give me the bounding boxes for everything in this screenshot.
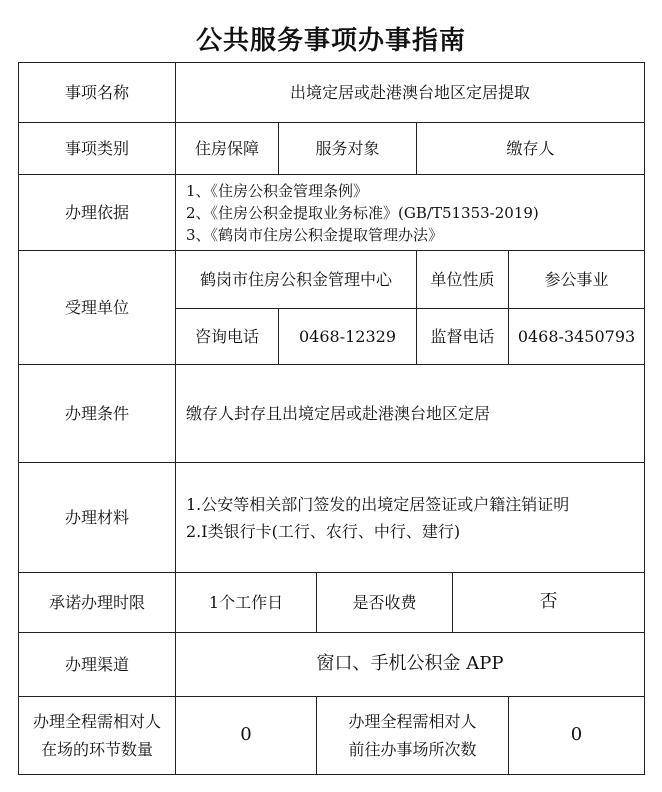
basis-list <box>176 175 645 251</box>
materials-label: 办理材料 <box>19 463 176 573</box>
row-basis <box>19 175 645 251</box>
conditions-value: 缴存人封存且出境定居或赴港澳台地区定居 <box>176 365 645 463</box>
item-category-label: 事项类别 <box>19 123 176 175</box>
item-name-label: 事项名称 <box>19 63 176 123</box>
material-item: 2.I类银行卡(工行、农行、中行、建行) <box>186 521 461 541</box>
supervise-phone-label: 监督电话 <box>417 309 509 365</box>
visits-label-line: 前往办事场所次数 <box>348 739 477 759</box>
basis-item: 1、《住房公积金管理条例》 <box>186 181 369 200</box>
channel-label: 办理渠道 <box>19 633 176 697</box>
unit-nature-value: 参公事业 <box>509 251 645 309</box>
unit-nature-label: 单位性质 <box>417 251 509 309</box>
fee-value: 否 <box>453 573 645 633</box>
row-unit-name <box>19 251 645 309</box>
row-channel <box>19 633 645 697</box>
row-item-category <box>19 123 645 175</box>
time-limit-label: 承诺办理时限 <box>19 573 176 633</box>
visits-label <box>317 697 509 775</box>
row-item-name <box>19 63 645 123</box>
basis-item: 3、《鹤岗市住房公积金提取管理办法》 <box>186 225 444 244</box>
visits-value: 0 <box>509 697 645 775</box>
consult-phone-value: 0468-12329 <box>279 309 417 365</box>
materials-list <box>176 463 645 573</box>
basis-label: 办理依据 <box>19 175 176 251</box>
row-materials <box>19 463 645 573</box>
unit-label: 受理单位 <box>19 251 176 365</box>
row-time-limit <box>19 573 645 633</box>
time-limit-value: 1个工作日 <box>176 573 317 633</box>
service-target-value: 缴存人 <box>417 123 645 175</box>
row-presence <box>19 697 645 775</box>
service-target-label: 服务对象 <box>279 123 417 175</box>
row-conditions <box>19 365 645 463</box>
item-name-value: 出境定居或赴港澳台地区定居提取 <box>176 63 645 123</box>
unit-name: 鹤岗市住房公积金管理中心 <box>176 251 417 309</box>
service-guide-table <box>18 62 645 775</box>
basis-item: 2、《住房公积金提取业务标准》(GB/T51353-2019) <box>186 203 539 222</box>
conditions-label: 办理条件 <box>19 365 176 463</box>
presence-label-line: 在场的环节数量 <box>40 739 153 759</box>
visits-label-line: 办理全程需相对人 <box>348 711 477 731</box>
page-title: 公共服务事项办事指南 <box>195 26 466 56</box>
consult-phone-label: 咨询电话 <box>176 309 279 365</box>
supervise-phone-value: 0468-3450793 <box>509 309 645 365</box>
fee-label: 是否收费 <box>317 573 453 633</box>
presence-label <box>19 697 176 775</box>
presence-value: 0 <box>176 697 317 775</box>
presence-label-line: 办理全程需相对人 <box>32 711 161 731</box>
material-item: 1.公安等相关部门签发的出境定居签证或户籍注销证明 <box>186 494 570 514</box>
channel-value: 窗口、手机公积金 APP <box>176 633 645 697</box>
item-category-value: 住房保障 <box>176 123 279 175</box>
